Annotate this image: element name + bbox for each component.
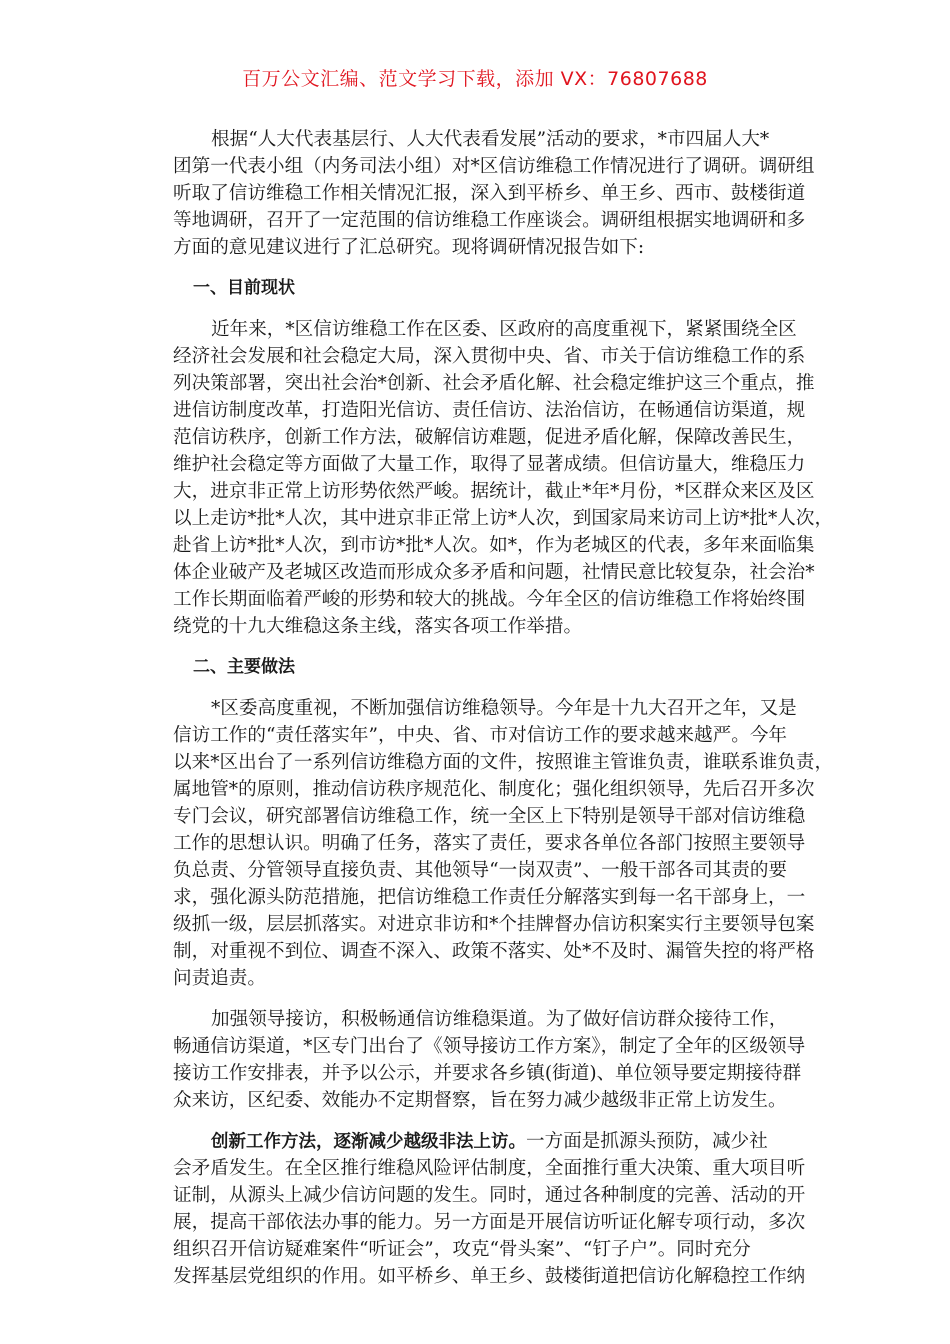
text-line: 信访工作的“责任落实年”，中央、省、市对信访工作的要求越来越严。今年 (173, 725, 788, 746)
text-line: 体企业破产及老城区改造而形成众多矛盾和问题，社情民意比较复杂，社会治* (173, 562, 815, 583)
text-line: 发挥基层党组织的作用。如平桥乡、单王乡、鼓楼街道把信访化解稳控工作纳 (173, 1266, 806, 1287)
text-line: 等地调研，召开了一定范围的信访维稳工作座谈会。调研组根据实地调研和多 (173, 210, 806, 231)
section2-paragraph-1 (173, 695, 834, 992)
text-line: 列决策部署，突出社会治*创新、社会矛盾化解、社会稳定维护这三个重点，推 (173, 373, 815, 394)
text-line: 大，进京非正常上访形势依然严峻。据统计，截止*年*月份，*区群众来区及区 (173, 481, 815, 502)
text-line: 近年来，*区信访维稳工作在区委、区政府的高度重视下，紧紧围绕全区 (211, 319, 797, 340)
text-line: 以来*区出台了一系列信访维稳方面的文件，按照谁主管谁负责，谁联系谁负责， (173, 752, 834, 773)
text-line: 以上走访*批*人次，其中进京非正常上访*人次，到国家局来访司上访*批*人次， (173, 508, 834, 529)
text-line: 维护社会稳定等方面做了大量工作，取得了显著成绩。但信访量大，维稳压力 (173, 454, 806, 475)
intro-paragraph (173, 126, 813, 261)
text-line: 组织召开信访疑难案件“听证会”，攻克“骨头案”、“钉子户”。同时充分 (173, 1239, 751, 1260)
text-line: 问责追责。 (173, 968, 266, 989)
text-line: 专门会议，研究部署信访维稳工作，统一全区上下特别是领导干部对信访维稳 (173, 806, 806, 827)
text-line: 级抓一级，层层抓落实。对进京非访和*个挂牌督办信访积案实行主要领导包案 (173, 914, 815, 935)
text-line: 证制，从源头上减少信访问题的发生。同时，通过各种制度的完善、活动的开 (173, 1185, 806, 1206)
section-heading-main-practices: 二、主要做法 (193, 657, 295, 677)
text-line: 制，对重视不到位、调查不深入、政策不落实、处*不及时、漏管失控的将严格 (173, 941, 815, 962)
text-line: *区委高度重视，不断加强信访维稳领导。今年是十九大召开之年，又是 (211, 698, 797, 719)
text-line: 求，强化源头防范措施，把信访维稳工作责任分解落实到每一名干部身上，一 (173, 887, 806, 908)
text-line: 会矛盾发生。在全区推行维稳风险评估制度，全面推行重大决策、重大项目听 (173, 1158, 806, 1179)
text-line: 绕党的十九大维稳这条主线，落实各项工作举措。 (173, 616, 583, 637)
text-line (173, 1128, 813, 1155)
text-line: 负总责、分管领导直接负责、其他领导“一岗双责”、一般干部各司其责的要 (173, 860, 788, 881)
text-line: 众来访，区纪委、效能办不定期督察，旨在努力减少越级非正常上访发生。 (173, 1090, 787, 1111)
text-line: 工作长期面临着严峻的形势和较大的挑战。今年全区的信访维稳工作将始终围 (173, 589, 806, 610)
section2-paragraph-2 (173, 1006, 813, 1114)
watermark-banner: 百万公文汇编、范文学习下载，添加 VX：76807688 (242, 68, 708, 90)
section-heading-current-status: 一、目前现状 (193, 278, 295, 298)
text-line: 团第一代表小组（内务司法小组）对*区信访维稳工作情况进行了调研。调研组 (173, 156, 815, 177)
document-body (173, 126, 834, 1290)
text-line: 经济社会发展和社会稳定大局，深入贯彻中央、省、市关于信访维稳工作的系 (173, 346, 806, 367)
bold-lead-sentence: 创新工作方法，逐渐减少越级非法上访。 (211, 1132, 526, 1152)
text-line: 方面的意见建议进行了汇总研究。现将调研情况报告如下: (173, 237, 645, 258)
text-line: 根据“人大代表基层行、人大代表看发展”活动的要求，*市四届人大* (211, 129, 770, 150)
text-line: 展，提高干部依法办事的能力。另一方面是开展信访听证化解专项行动，多次 (173, 1212, 806, 1233)
text-run: 一方面是抓源头预防，减少社 (526, 1131, 768, 1152)
text-line: 畅通信访渠道，*区专门出台了《领导接访工作方案》，制定了全年的区级领导 (173, 1036, 806, 1057)
text-line: 赴省上访*批*人次，到市访*批*人次。如*，作为老城区的代表，多年来面临集 (173, 535, 815, 556)
text-line: 加强领导接访，积极畅通信访维稳渠道。为了做好信访群众接待工作， (211, 1009, 788, 1030)
text-line: 属地管*的原则，推动信访秩序规范化、制度化；强化组织领导，先后召开多次 (173, 779, 815, 800)
text-line: 听取了信访维稳工作相关情况汇报，深入到平桥乡、单王乡、西市、鼓楼街道 (173, 183, 806, 204)
text-line: 进信访制度改革，打造阳光信访、责任信访、法治信访，在畅通信访渠道，规 (173, 400, 806, 421)
section1-paragraph (173, 316, 834, 640)
section2-paragraph-3 (173, 1128, 813, 1290)
text-line: 工作的思想认识。明确了任务，落实了责任，要求各单位各部门按照主要领导 (173, 833, 806, 854)
text-line: 接访工作安排表，并予以公示，并要求各乡镇(街道)、单位领导要定期接待群 (173, 1063, 802, 1084)
text-line: 范信访秩序，创新工作方法，破解信访难题，促进矛盾化解，保障改善民生， (173, 427, 806, 448)
